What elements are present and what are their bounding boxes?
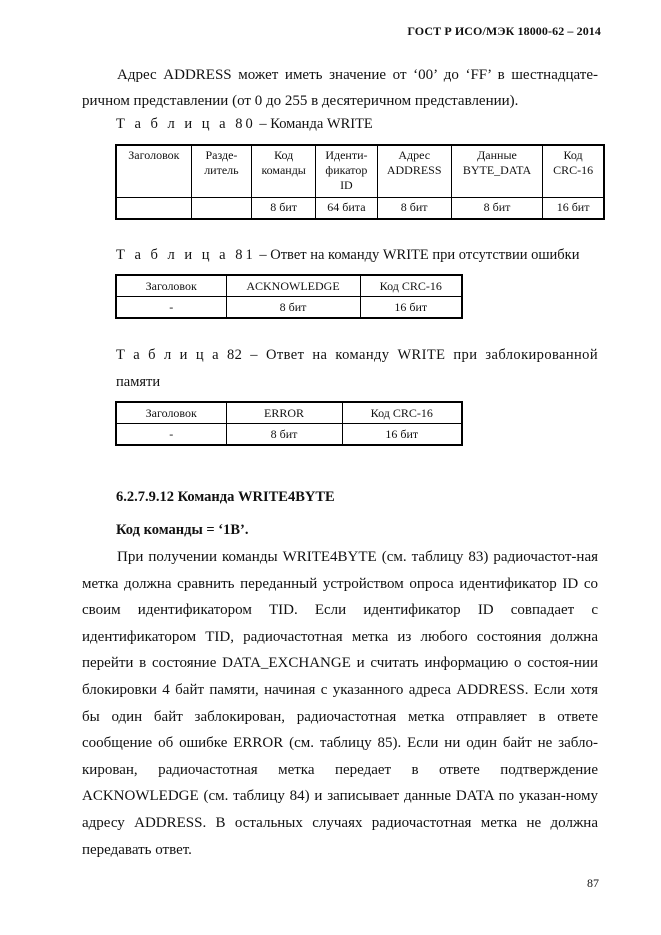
table81-value-cell: 8 бит <box>226 297 360 319</box>
page-number: 87 <box>587 876 599 890</box>
table80-header-cell: Код CRC-16 <box>543 145 604 197</box>
table80-value-cell: 8 бит <box>377 197 451 219</box>
section-body: При получении команды WRITE4BYTE (см. таблицу 83) радиочастот-ная метка должна сравнить переданный устройством опроса идентификатор ID со своим идентификатором TID. Если идентификатор ID совпадает с идентификатором TID, радиочастотная метка из любого состояния должна перейти в состояние DATA_EXCHANGE и считать информацию о состоя-нии блокировки 4 байт памяти, начиная с указанного адреса ADDRESS. Если хотя бы один байт заблокирован, радиочастотная метка отправляет в ответе сообщение об ошибке ERROR (см. таблицу 85). Если ни один байт не забло-кирован, радиочастотная метка передает в ответе подтверждение ACKNOWLEDGE (см. таблицу 84) и записывает данные DATA по указан-ному адресу ADDRESS. В остальных случаях радиочастотная метка не должна передавать ответ. <box>82 549 598 858</box>
document-header: ГОСТ Р ИСО/МЭК 18000-62 – 2014 <box>407 24 601 38</box>
table80-value-cell: 8 бит <box>451 197 542 219</box>
table81-caption-prefix: Т а б л и ц а 81 <box>116 247 256 263</box>
table80-header-cell: Заголовок <box>116 145 191 197</box>
table80-value-cell: 64 бита <box>316 197 377 219</box>
table81-caption-text: – Ответ на команду WRITE при отсутствии ошибки <box>255 247 580 263</box>
table80-header-cell: Разде- литель <box>191 145 251 197</box>
table81-value-row <box>116 297 462 319</box>
table82-value-cell: 8 бит <box>226 424 342 446</box>
table80-value-row <box>116 197 604 219</box>
command-code: Код команды = ‘1B’. <box>116 522 249 538</box>
table81-caption <box>116 247 579 264</box>
section-title: 6.2.7.9.12 Команда WRITE4BYTE <box>116 489 335 505</box>
table81-header-cell: Заголовок <box>116 275 226 297</box>
table80-header-cell: Адрес ADDRESS <box>377 145 451 197</box>
table-82 <box>115 401 463 446</box>
table82-caption-line1: Т а б л и ц а 82 – Ответ на команду WRITE при заблокированной <box>116 347 598 363</box>
table82-header-row <box>116 402 462 424</box>
table82-header-cell: ERROR <box>226 402 342 424</box>
table80-header-cell: Иденти- фикатор ID <box>316 145 377 197</box>
table80-caption-text: – Команда WRITE <box>255 116 373 132</box>
table80-header-cell: Данные BYTE_DATA <box>451 145 542 197</box>
table82-header-cell: Заголовок <box>116 402 226 424</box>
intro-paragraph: Адрес ADDRESS может иметь значение от ‘00’ до ‘FF’ в шестнадцате-ричном представлении (от 0 до 255 в десятеричном представлении). <box>82 67 598 110</box>
table82-value-cell: - <box>116 424 226 446</box>
table80-header-row <box>116 145 604 197</box>
table82-value-row <box>116 424 462 446</box>
table80-value-cell: 16 бит <box>543 197 604 219</box>
table81-header-row <box>116 275 462 297</box>
table82-header-cell: Код CRC-16 <box>342 402 462 424</box>
table80-value-cell <box>191 197 251 219</box>
table82-caption-line2: памяти <box>116 374 161 390</box>
table81-value-cell: - <box>116 297 226 319</box>
table80-header-cell: Код команды <box>252 145 316 197</box>
table81-header-cell: Код CRC-16 <box>360 275 462 297</box>
table80-value-cell: 8 бит <box>252 197 316 219</box>
table80-caption-prefix: Т а б л и ц а 80 <box>116 116 256 132</box>
table81-value-cell: 16 бит <box>360 297 462 319</box>
table81-header-cell: ACKNOWLEDGE <box>226 275 360 297</box>
table82-value-cell: 16 бит <box>342 424 462 446</box>
table80-value-cell <box>116 197 191 219</box>
table80-caption <box>116 116 373 133</box>
table-81 <box>115 274 463 319</box>
table-80 <box>115 144 605 220</box>
